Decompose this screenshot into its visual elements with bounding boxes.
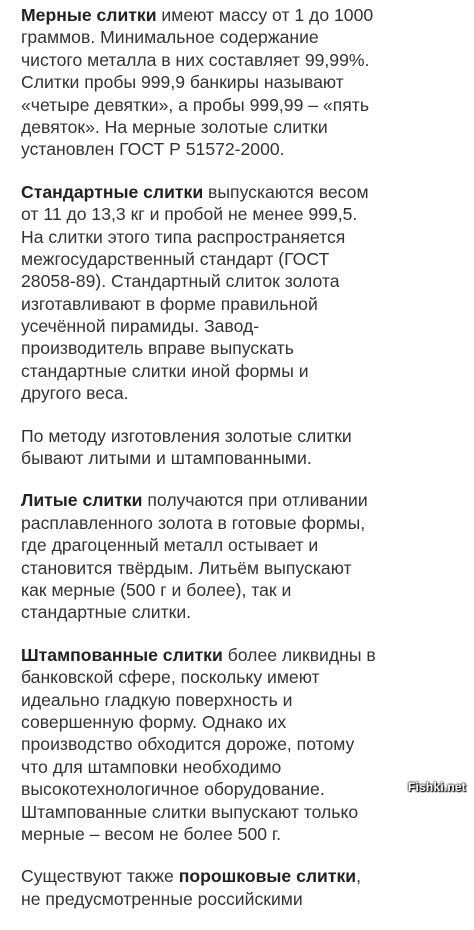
paragraph bbox=[21, 4, 469, 161]
text-line bbox=[21, 579, 469, 601]
text-run: Существуют также bbox=[21, 866, 179, 887]
text-run: становится твёрдым. Литьём выпускают bbox=[21, 557, 352, 578]
text-run: от 11 до 13,3 кг и пробой не менее 999,5. bbox=[21, 204, 358, 225]
text-run: , bbox=[356, 866, 361, 887]
text-run: девяток». На мерные золотые слитки bbox=[21, 116, 328, 137]
text-line bbox=[21, 203, 469, 225]
text-line bbox=[21, 534, 469, 556]
text-run: идеально гладкую поверхность и bbox=[21, 689, 293, 710]
text-line bbox=[21, 293, 469, 315]
text-run: производство обходится дороже, потому bbox=[21, 734, 355, 755]
text-run: совершенную форму. Однако их bbox=[21, 711, 287, 732]
text-run: Слитки пробы 999,9 банкиры называют bbox=[21, 72, 344, 93]
text-line bbox=[21, 801, 469, 823]
text-run: граммов. Минимальное содержание bbox=[21, 27, 319, 48]
text-run: межгосударственный стандарт (ГОСТ bbox=[21, 248, 330, 269]
text-run: получаются при отливании bbox=[142, 490, 368, 511]
paragraph bbox=[21, 644, 469, 846]
text-line bbox=[21, 865, 469, 887]
paragraph bbox=[21, 181, 469, 405]
text-line bbox=[21, 26, 469, 48]
fishki-watermark: Fishki.net bbox=[407, 780, 466, 794]
text-run: Штампованные слитки выпускают только bbox=[21, 801, 359, 822]
paragraph bbox=[21, 489, 469, 623]
text-line bbox=[21, 181, 469, 203]
text-run: как мерные (500 г и более), так и bbox=[21, 579, 292, 600]
text-line bbox=[21, 49, 469, 71]
text-line bbox=[21, 733, 469, 755]
text-run: высокотехнологичное оборудование. bbox=[21, 779, 325, 800]
text-line bbox=[21, 138, 469, 160]
text-run: бывают литыми и штампованными. bbox=[21, 448, 312, 469]
text-line bbox=[21, 756, 469, 778]
paragraph bbox=[21, 425, 469, 470]
text-line bbox=[21, 666, 469, 688]
text-run: другого веса. bbox=[21, 383, 129, 404]
text-line bbox=[21, 711, 469, 733]
text-run: 28058-89). Стандартный слиток золота bbox=[21, 271, 340, 292]
text-line bbox=[21, 94, 469, 116]
text-run: расплавленного золота в готовые формы, bbox=[21, 512, 366, 533]
text-run: банковской сфере, поскольку имеют bbox=[21, 667, 320, 688]
bold-term: Штампованные слитки bbox=[21, 644, 223, 665]
text-line bbox=[21, 360, 469, 382]
text-run: изготавливают в форме правильной bbox=[21, 293, 318, 314]
text-line bbox=[21, 778, 469, 800]
article-body bbox=[21, 4, 469, 930]
paragraph bbox=[21, 865, 469, 910]
text-run: чистого металла в них составляет 99,99%. bbox=[21, 49, 370, 70]
text-line bbox=[21, 337, 469, 359]
text-line bbox=[21, 888, 469, 910]
text-run: выпускаются весом bbox=[203, 181, 369, 202]
text-run: установлен ГОСТ Р 51572-2000. bbox=[21, 139, 285, 160]
text-run: На слитки этого типа распространяется bbox=[21, 226, 346, 247]
text-line bbox=[21, 644, 469, 666]
text-run: имеют массу от 1 до 1000 bbox=[156, 5, 374, 25]
bold-term: Литые слитки bbox=[21, 490, 143, 511]
text-line bbox=[21, 447, 469, 469]
text-line bbox=[21, 248, 469, 270]
text-run: усечённой пирамиды. Завод- bbox=[21, 316, 260, 337]
text-run: стандартные слитки. bbox=[21, 602, 192, 623]
text-run: более ликвидны в bbox=[222, 644, 376, 665]
text-line bbox=[21, 71, 469, 93]
text-line bbox=[21, 270, 469, 292]
text-line bbox=[21, 601, 469, 623]
bold-term: Стандартные слитки bbox=[21, 181, 204, 202]
text-run: мерные – весом не более 500 г. bbox=[21, 823, 282, 844]
text-run: где драгоценный металл остывает и bbox=[21, 535, 319, 556]
text-line bbox=[21, 382, 469, 404]
bold-term: Мерные слитки bbox=[21, 5, 157, 25]
text-run: производитель вправе выпускать bbox=[21, 338, 294, 359]
text-run: «четыре девятки», а пробы 999,99 – «пять bbox=[21, 94, 370, 115]
text-line bbox=[21, 226, 469, 248]
text-line bbox=[21, 425, 469, 447]
text-line bbox=[21, 489, 469, 511]
text-run: По методу изготовления золотые слитки bbox=[21, 425, 352, 446]
text-line bbox=[21, 823, 469, 845]
text-line bbox=[21, 512, 469, 534]
bold-term: порошковые слитки bbox=[178, 866, 357, 887]
text-run: что для штамповки необходимо bbox=[21, 756, 282, 777]
text-run: стандартные слитки иной формы и bbox=[21, 360, 309, 381]
text-line bbox=[21, 116, 469, 138]
text-line bbox=[21, 689, 469, 711]
text-line bbox=[21, 315, 469, 337]
text-run: не предусмотренные российскими bbox=[21, 888, 303, 909]
text-line bbox=[21, 557, 469, 579]
text-line bbox=[21, 4, 469, 26]
